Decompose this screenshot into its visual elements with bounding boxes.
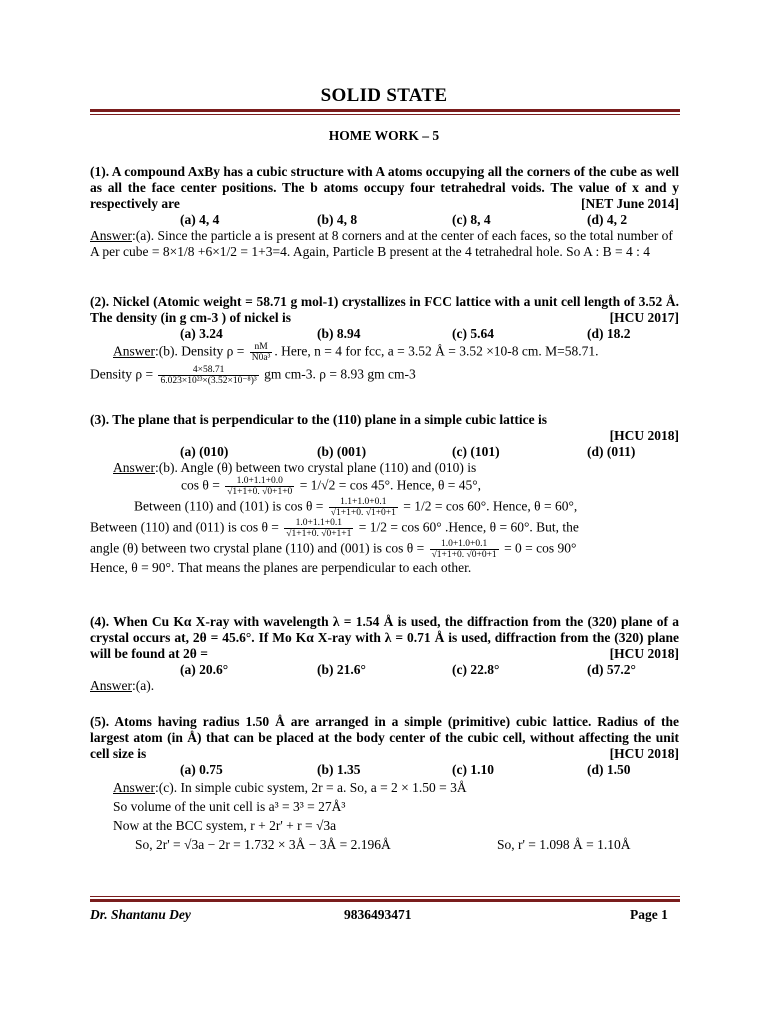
fraction-denominator: √1+1+0. √0+1+1 bbox=[286, 529, 352, 539]
answer-text: . Here, n = 4 for fcc, a = 3.52 Å = 3.52 ×10-8 cm. M=58.71. bbox=[274, 343, 599, 359]
option-c: (c) (101) bbox=[452, 444, 500, 459]
answer-text: = 0 = cos 90° bbox=[504, 540, 577, 556]
question-4-body: (4). When Cu Kα X-ray with wavelength λ = 1.54 Å is used, the diffraction from the (320) plane of a crystal occurs at, 2θ = 45.6°. If Mo Kα X-ray with λ = 0.71 Å is used, diffraction from the (320) plane will be found at 2θ = bbox=[90, 614, 679, 661]
question-4-source: [HCU 2018] bbox=[609, 646, 679, 661]
fraction-numerator: 1.0+1.0+0.1 bbox=[430, 539, 499, 550]
question-3-text bbox=[90, 412, 679, 443]
answer-text: gm cm-3. ρ = 8.93 gm cm-3 bbox=[264, 366, 416, 382]
answer-label: Answer bbox=[113, 460, 155, 475]
fraction-numerator: 4×58.71 bbox=[158, 365, 258, 376]
option-c: (c) 22.8° bbox=[452, 662, 500, 677]
option-c: (c) 5.64 bbox=[452, 326, 494, 341]
option-d: (d) 57.2° bbox=[587, 662, 636, 677]
answer-line-1 bbox=[113, 342, 679, 363]
answer-line-3: Now at the BCC system, r + 2r' + r = √3a bbox=[113, 818, 337, 833]
option-a: (a) 0.75 bbox=[180, 762, 223, 777]
option-d: (d) 18.2 bbox=[587, 326, 631, 341]
fraction-denominator: √1+1+0. √0+0+1 bbox=[431, 550, 497, 560]
question-4-answer bbox=[90, 678, 679, 694]
question-1-source: [NET June 2014] bbox=[580, 196, 679, 211]
question-2-source: [HCU 2017] bbox=[609, 310, 679, 325]
answer-label: Answer bbox=[113, 343, 155, 359]
option-a: (a) (010) bbox=[180, 444, 229, 459]
cosine-fraction bbox=[225, 476, 294, 497]
answer-text: Between (110) and (101) is cos θ = bbox=[134, 498, 324, 514]
header-rule-thin bbox=[90, 114, 680, 115]
question-2-text bbox=[90, 294, 679, 326]
answer-line-4 bbox=[113, 835, 679, 854]
answer-line-4 bbox=[90, 518, 679, 539]
fraction-denominator: √1+1+0. √1+0+1 bbox=[330, 508, 396, 518]
footer-rule-thin bbox=[90, 896, 680, 897]
header-rule-thick bbox=[90, 109, 680, 112]
question-3-body: (3). The plane that is perpendicular to the (110) plane in a simple cubic lattice is bbox=[90, 412, 548, 427]
question-4-text bbox=[90, 614, 679, 662]
footer-author: Dr. Shantanu Dey bbox=[90, 907, 191, 922]
question-1-body: (1). A compound AxBy has a cubic structure with A atoms occupying all the corners of the cube as well as all the face center positions. The b atoms occupy four tetrahedral voids. The value of x and y respectively are bbox=[90, 164, 679, 211]
option-b: (b) 4, 8 bbox=[317, 212, 358, 227]
answer-text: :(a). Since the particle a is present at 8 corners and at the center of each faces, so the total number of A per cube = 8×1/8 +6×1/2 = 1+3=4. Again, Particle B present at the 4 tetrahedral hole. So A : B = 4 : 4 bbox=[90, 228, 673, 259]
option-c: (c) 8, 4 bbox=[452, 212, 491, 227]
page-title: SOLID STATE bbox=[320, 85, 448, 106]
option-a: (a) 3.24 bbox=[180, 326, 223, 341]
answer-line-1 bbox=[113, 778, 679, 797]
cosine-fraction bbox=[284, 518, 353, 539]
question-3-source: [HCU 2018] bbox=[609, 428, 679, 443]
option-a: (a) 20.6° bbox=[180, 662, 229, 677]
density-value-fraction bbox=[158, 365, 258, 386]
option-b: (b) 8.94 bbox=[317, 326, 361, 341]
question-1-options bbox=[90, 212, 679, 228]
answer-line-2 bbox=[181, 476, 679, 497]
answer-text: = 1/2 = cos 60° .Hence, θ = 60°. But, the bbox=[358, 519, 579, 535]
question-1-answer bbox=[90, 228, 679, 260]
answer-line-3 bbox=[134, 497, 679, 518]
answer-line-2: So volume of the unit cell is a³ = 3³ = 27Å³ bbox=[113, 799, 346, 814]
answer-text: angle (θ) between two crystal plane (110) and (001) is cos θ = bbox=[90, 540, 425, 556]
question-3 bbox=[90, 412, 679, 576]
option-d: (d) 4, 2 bbox=[587, 212, 628, 227]
fraction-denominator: N0a³ bbox=[251, 353, 271, 363]
option-d: (d) (011) bbox=[587, 444, 636, 459]
question-1 bbox=[90, 164, 679, 260]
question-2-answer bbox=[90, 342, 679, 386]
fraction-numerator: 1.0+1.1+0.1 bbox=[284, 518, 353, 529]
answer-line-6: Hence, θ = 90°. That means the planes are perpendicular to each other. bbox=[90, 560, 472, 575]
answer-text: = 1/√2 = cos 45°. Hence, θ = 45°, bbox=[299, 477, 482, 493]
question-2 bbox=[90, 294, 679, 386]
answer-line-1 bbox=[113, 460, 679, 476]
question-5-answer bbox=[113, 778, 679, 854]
answer-text: = 1/2 = cos 60°. Hence, θ = 60°, bbox=[403, 498, 578, 514]
answer-text: :(b). Angle (θ) between two crystal plane (110) and (010) is bbox=[155, 460, 477, 475]
fraction-denominator: √1+1+0. √0+1+0 bbox=[227, 487, 293, 497]
question-2-body: (2). Nickel (Atomic weight = 58.71 g mol-1) crystallizes in FCC lattice with a unit cell length of 3.52 Å. The density (in g cm-3 ) of nickel is bbox=[90, 294, 679, 325]
cosine-fraction bbox=[430, 539, 499, 560]
answer-text: Between (110) and (011) is cos θ = bbox=[90, 519, 279, 535]
fraction-denominator: 6.023×10²³×(3.52×10⁻⁸)³ bbox=[160, 376, 257, 386]
answer-label: Answer bbox=[90, 678, 132, 693]
answer-text: :(b). Density ρ = bbox=[155, 343, 245, 359]
question-5-options bbox=[90, 762, 679, 778]
fraction-numerator: 1.1+1.0+0.1 bbox=[329, 497, 398, 508]
answer-label: Answer bbox=[90, 228, 132, 243]
question-4 bbox=[90, 614, 679, 694]
answer-text: Density ρ = bbox=[90, 366, 154, 382]
question-3-options bbox=[90, 444, 679, 460]
density-formula-fraction bbox=[250, 342, 273, 363]
footer-rule-thick bbox=[90, 899, 680, 902]
question-5-source: [HCU 2018] bbox=[609, 746, 679, 761]
footer-page-number: Page 1 bbox=[630, 907, 668, 922]
fraction-numerator: 1.0+1.1+0.0 bbox=[225, 476, 294, 487]
question-2-options bbox=[90, 326, 679, 342]
answer-text: :(a). bbox=[132, 678, 155, 693]
question-5-body: (5). Atoms having radius 1.50 Å are arranged in a simple (primitive) cubic lattice. Radius of the largest atom (in Å) that can be placed at the body center of the cubic cell, without affecting the unit cell size is bbox=[90, 714, 679, 761]
question-1-text bbox=[90, 164, 679, 212]
answer-text: cos θ = bbox=[181, 477, 220, 493]
option-d: (d) 1.50 bbox=[587, 762, 631, 777]
option-c: (c) 1.10 bbox=[452, 762, 494, 777]
cosine-fraction bbox=[329, 497, 398, 518]
answer-text: So, r' = 1.098 Å = 1.10Å bbox=[497, 837, 631, 852]
question-4-options bbox=[90, 662, 679, 678]
answer-line-2 bbox=[90, 365, 679, 386]
answer-label: Answer bbox=[113, 780, 155, 795]
question-5 bbox=[90, 714, 679, 854]
option-b: (b) (001) bbox=[317, 444, 367, 459]
option-b: (b) 1.35 bbox=[317, 762, 361, 777]
footer-phone: 9836493471 bbox=[344, 907, 412, 922]
answer-text: :(c). In simple cubic system, 2r = a. So, a = 2 × 1.50 = 3Å bbox=[155, 780, 467, 795]
page-subtitle: HOME WORK – 5 bbox=[328, 128, 440, 143]
option-a: (a) 4, 4 bbox=[180, 212, 220, 227]
fraction-numerator: nM bbox=[250, 342, 273, 353]
question-5-text bbox=[90, 714, 679, 762]
question-3-answer bbox=[90, 460, 679, 576]
answer-line-5 bbox=[90, 539, 679, 560]
answer-text: So, 2r' = √3a − 2r = 1.732 × 3Å − 3Å = 2.196Å bbox=[135, 837, 391, 852]
option-b: (b) 21.6° bbox=[317, 662, 366, 677]
